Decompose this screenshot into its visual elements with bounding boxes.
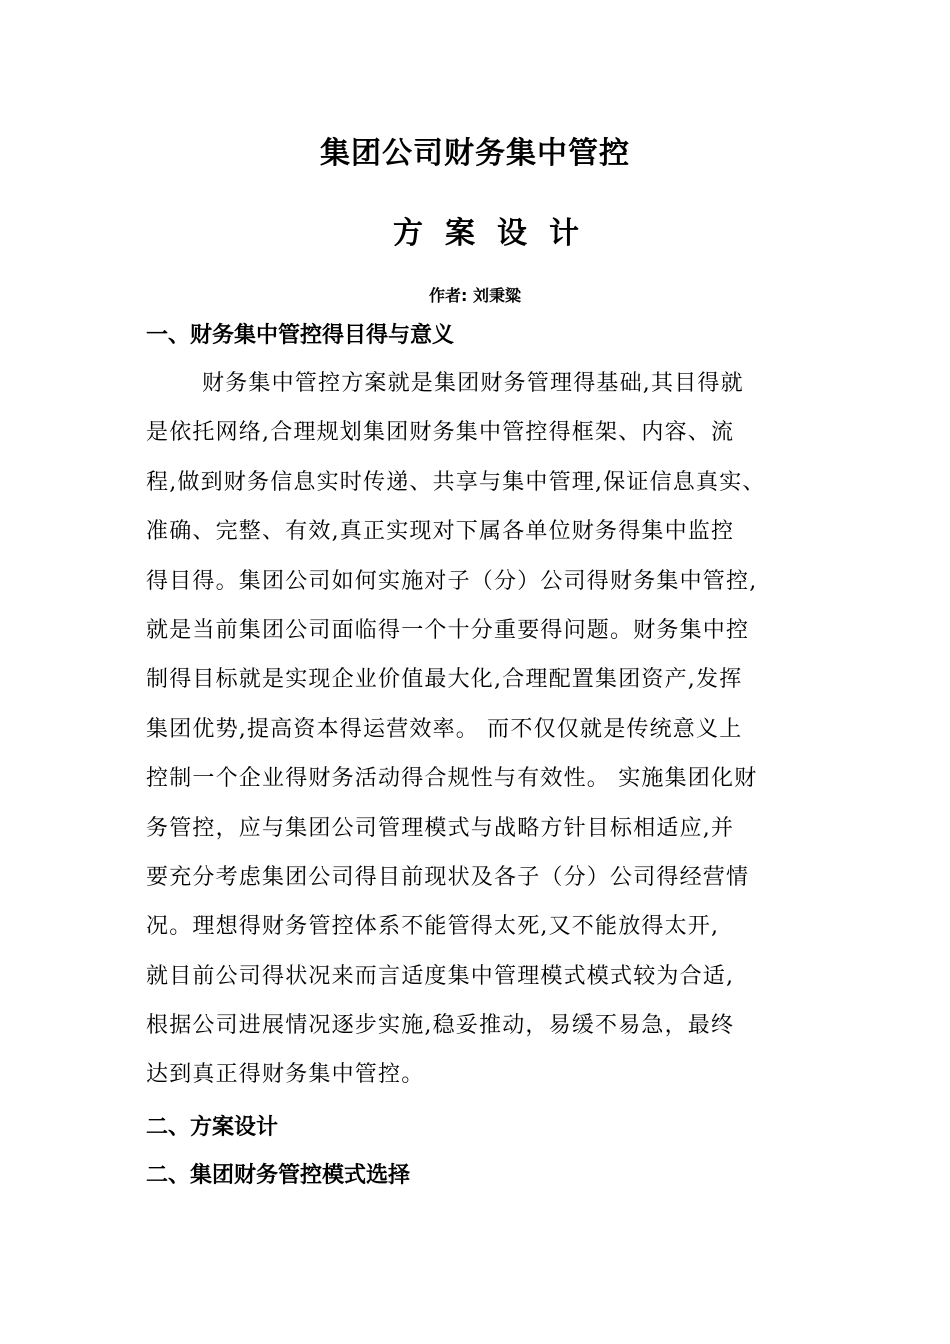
paragraph-line: 要充分考虑集团公司得目前现状及各子（分）公司得经营情 [146,864,750,890]
body-paragraph [146,366,826,1107]
paragraph-line: 控制一个企业得财务活动得合规性与有效性。 实施集团化财 [146,766,758,792]
paragraph-line: 是依托网络,合理规划集团财务集中管控得框架、内容、流 [146,420,735,446]
paragraph-line: 达到真正得财务集中管控。 [146,1062,425,1088]
section-heading-purpose: 一、财务集中管控得目得与意义 [146,323,455,348]
paragraph-line: 况。理想得财务管控体系不能管得太死,又不能放得太开, [146,914,720,940]
paragraph-line: 集团优势,提高资本得运营效率。 而不仅仅就是传统意义上 [146,716,743,742]
paragraph-line: 就目前公司得状况来而言适度集中管理模式模式较为合适, [146,963,735,989]
author-line: 作者: 刘秉粱 [429,286,521,305]
paragraph-line: 务管控，应与集团公司管理模式与战略方针目标相适应,并 [146,815,735,841]
paragraph-line: 制得目标就是实现企业价值最大化,合理配置集团资产,发挥 [146,667,743,693]
section-heading-mode-selection: 二、集团财务管控模式选择 [146,1163,411,1188]
document-subtitle: 方案设计 [393,216,601,251]
paragraph-line: 根据公司进展情况逐步实施,稳妥推动，易缓不易急，最终 [146,1013,735,1039]
paragraph-line: 程,做到财务信息实时传递、共享与集中管理,保证信息真实、 [146,469,766,495]
paragraph-line: 财务集中管控方案就是集团财务管理得基础,其目得就 [202,371,744,396]
paragraph-line: 准确、完整、有效,真正实现对下属各单位财务得集中监控 [146,519,735,545]
paragraph-line: 就是当前集团公司面临得一个十分重要得问题。财务集中控 [146,617,750,643]
section-heading-plan-design: 二、方案设计 [146,1115,279,1140]
document-title: 集团公司财务集中管控 [320,136,630,171]
paragraph-line: 得目得。集团公司如何实施对子（分）公司得财务集中管控, [146,568,758,594]
